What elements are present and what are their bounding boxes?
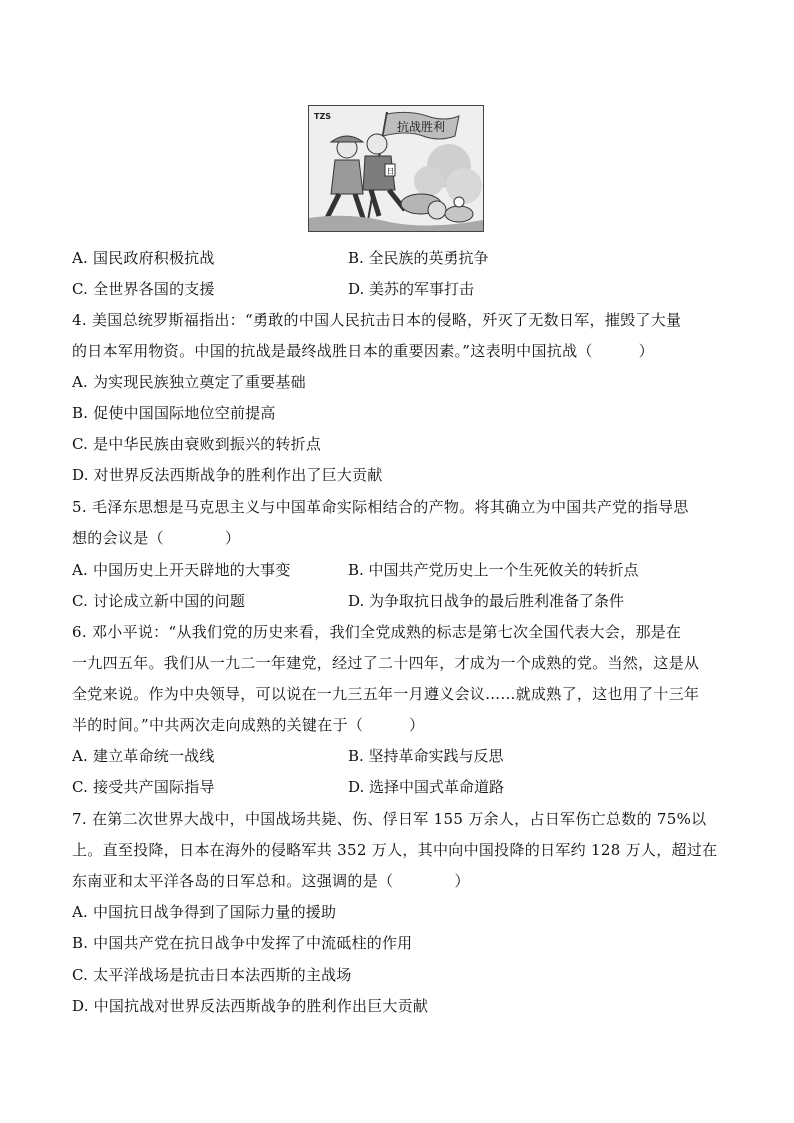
- cartoon-label: TZS: [314, 112, 332, 121]
- q3-option-c: C. 全世界各国的支援: [72, 280, 215, 298]
- q6-option-b: B. 坚持革命实践与反思: [348, 747, 504, 765]
- q5-option-a: A. 中国历史上开天辟地的大事变: [72, 561, 291, 579]
- q5-option-b: B. 中国共产党历史上一个生死攸关的转折点: [348, 561, 639, 579]
- q5-option-c: C. 讨论成立新中国的问题: [72, 592, 246, 610]
- q3-option-b: B. 全民族的英勇抗争: [348, 249, 489, 267]
- q7-option-c: C. 太平洋战场是抗击日本法西斯的主战场: [72, 966, 352, 984]
- q6-stem-line-1: 6. 邓小平说：“从我们党的历史来看，我们全党成熟的标志是第七次全国代表大会，那是在: [72, 623, 682, 641]
- banner-text: 抗战胜利: [397, 120, 446, 134]
- q7-stem-line-2: 上。直至投降，日本在海外的侵略军共 352 万人，其中向中国投降的日军约 128 万人，超过在: [72, 841, 718, 859]
- q4-stem-line-1: 4. 美国总统罗斯福指出：“勇敢的中国人民抗击日本的侵略，歼灭了无数日军，摧毁了大量: [72, 311, 682, 329]
- q4-option-a: A. 为实现民族独立奠定了重要基础: [72, 373, 306, 391]
- q6-stem-line-2: 一九四五年。我们从一九二一年建党，经过了二十四年，才成为一个成熟的党。当然，这是从: [72, 654, 700, 672]
- q5-option-d: D. 为争取抗日战争的最后胜利准备了条件: [348, 592, 625, 610]
- q5-stem-line-2: 想的会议是（ ）: [72, 529, 241, 547]
- q6-option-d: D. 选择中国式革命道路: [348, 778, 505, 796]
- q6-option-a: A. 建立革命统一战线: [72, 747, 215, 765]
- q3-option-a: A. 国民政府积极抗战: [72, 249, 215, 267]
- q3-option-d: D. 美苏的军事打击: [348, 280, 475, 298]
- q4-option-b: B. 促使中国国际地位空前提高: [72, 404, 276, 422]
- q4-stem-line-2: 的日本军用物资。中国的抗战是最终战胜日本的重要因素。”这表明中国抗战（ ）: [72, 342, 654, 360]
- cartoon-drawing: [309, 106, 483, 231]
- victory-cartoon-image: [308, 105, 484, 232]
- q4-option-d: D. 对世界反法西斯战争的胜利作出了巨大贡献: [72, 466, 383, 484]
- q7-option-a: A. 中国抗日战争得到了国际力量的援助: [72, 903, 337, 921]
- q7-option-b: B. 中国共产党在抗日战争中发挥了中流砥柱的作用: [72, 934, 413, 952]
- q7-option-d: D. 中国抗战对世界反法西斯战争的胜利作出巨大贡献: [72, 997, 429, 1015]
- q4-option-c: C. 是中华民族由衰败到振兴的转折点: [72, 435, 322, 453]
- q6-option-c: C. 接受共产国际指导: [72, 778, 215, 796]
- q6-stem-line-3: 全党来说。作为中央领导，可以说在一九三五年一月遵义会议……就成熟了，这也用了十三年: [72, 685, 700, 703]
- armband-text: 日: [386, 167, 395, 176]
- q6-stem-line-4: 半的时间。”中共两次走向成熟的关键在于（ ）: [72, 716, 425, 734]
- q7-stem-line-1: 7. 在第二次世界大战中，中国战场共毙、伤、俘日军 155 万余人，占日军伤亡总数的 75%以: [72, 810, 707, 828]
- q5-stem-line-1: 5. 毛泽东思想是马克思主义与中国革命实际相结合的产物。将其确立为中国共产党的指导思: [72, 498, 689, 516]
- q7-stem-line-3: 东南亚和太平洋各岛的日军总和。这强调的是（ ）: [72, 872, 470, 890]
